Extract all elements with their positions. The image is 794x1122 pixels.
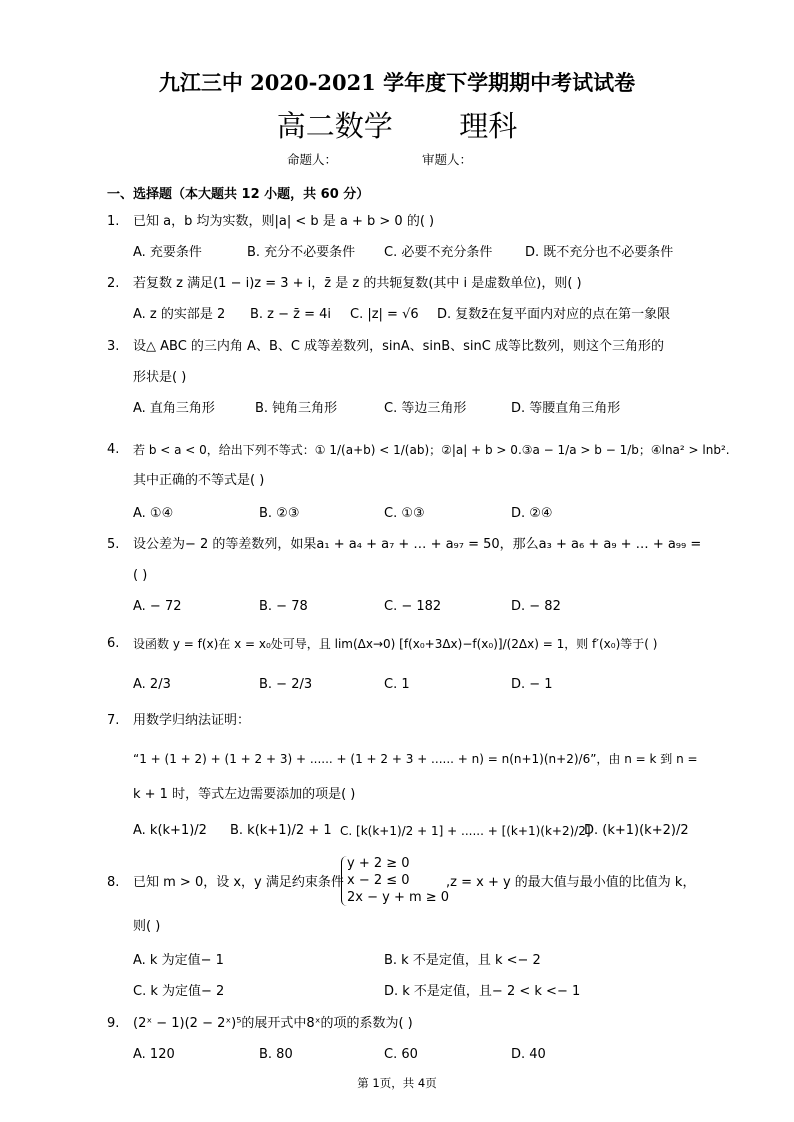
page-footer: 第 1页，共 4页 (357, 1076, 437, 1090)
question-text: 设△ ABC 的三内角 A、B、C 成等差数列，sinA、sinB、sinC 成等比数列，则这个三角形的 (133, 339, 664, 354)
option-b: B. 钝角三角形 (255, 401, 338, 416)
question-number: 8. (107, 875, 120, 890)
option-b: B. k(k+1)/2 + 1 (230, 823, 332, 838)
option-a: A. 2/3 (133, 677, 171, 692)
option-d: D. (k+1)(k+2)/2 (584, 823, 689, 838)
question-text: ,z = x + y 的最大值与最小值的比值为 k， (446, 875, 696, 890)
question-text: 已知 a，b 均为实数，则|a| < b 是 a + b > 0 的( ) (133, 214, 435, 229)
question-text: 则( ) (133, 919, 161, 934)
option-a: A. k 为定值− 1 (133, 953, 224, 968)
constraint-line: 2x − y + m ≥ 0 (347, 890, 450, 905)
subject-label: 高二数学 (276, 109, 393, 143)
exam-title: 九江三中 2020-2021 学年度下学期期中考试试卷 (158, 70, 636, 95)
constraint-line: x − 2 ≤ 0 (347, 873, 410, 888)
question-text: ( ) (133, 568, 148, 583)
option-a: A. 直角三角形 (133, 401, 215, 416)
option-c: C. |z| = √6 (350, 307, 419, 322)
option-b: B. k 不是定值，且 k <− 2 (384, 953, 541, 968)
option-b: B. − 2/3 (259, 677, 313, 692)
option-c: C. 1 (384, 677, 410, 692)
section-title: 一、选择题（本大题共 12 小题，共 60 分） (107, 187, 370, 202)
option-b: B. 充分不必要条件 (247, 245, 356, 260)
question-number: 7. (107, 713, 120, 728)
question-text: 形状是( ) (133, 370, 187, 385)
question-number: 4. (107, 442, 120, 457)
question-text: 若 b < a < 0，给出下列不等式：① 1/(a+b) < 1/(ab)；②|a| + b > 0.③a − 1/a > b − 1/b；④lna² > lnb². (133, 443, 730, 457)
question-text: “1 + (1 + 2) + (1 + 2 + 3) + ...... + (1 + 2 + 3 + ...... + n) = n(n+1)(n+2)/6”，由 n = k 到 n = (133, 752, 698, 766)
option-b: B. − 78 (259, 599, 308, 614)
option-d: D. k 不是定值，且− 2 < k <− 1 (384, 984, 581, 999)
option-a: A. 120 (133, 1047, 175, 1062)
option-a: A. ①④ (133, 506, 174, 521)
option-d: D. − 1 (511, 677, 553, 692)
option-d: D. 既不充分也不必要条件 (525, 245, 674, 260)
option-d: D. 等腰直角三角形 (511, 401, 621, 416)
option-b: B. 80 (259, 1047, 293, 1062)
option-c: C. k 为定值− 2 (133, 984, 225, 999)
question-text: k + 1 时，等式左边需要添加的项是( ) (133, 787, 356, 802)
question-number: 6. (107, 636, 120, 651)
option-c: C. − 182 (384, 599, 442, 614)
question-text: 其中正确的不等式是( ) (133, 473, 265, 488)
option-a: A. z 的实部是 2 (133, 307, 226, 322)
option-b: B. ②③ (259, 506, 300, 521)
reviewer-label: 审题人： (422, 152, 473, 167)
question-number: 3. (107, 339, 120, 354)
question-text: 用数学归纳法证明： (133, 713, 251, 728)
option-d: D. 复数z̄在复平面内对应的点在第一象限 (437, 307, 671, 322)
question-number: 5. (107, 537, 120, 552)
option-c: C. 等边三角形 (384, 401, 467, 416)
option-d: D. ②④ (511, 506, 553, 521)
question-number: 1. (107, 214, 120, 229)
constraint-line: y + 2 ≥ 0 (347, 856, 410, 871)
option-b: B. z − z̄ = 4i (250, 307, 332, 322)
question-text: 设公差为− 2 的等差数列，如果a₁ + a₄ + a₇ + … + a₉₇ = 50，那么a₃ + a₆ + a₉ + … + a₉₉ = (133, 537, 702, 552)
setter-label: 命题人： (287, 152, 338, 167)
option-d: D. 40 (511, 1047, 546, 1062)
option-a: A. − 72 (133, 599, 182, 614)
option-c: C. ①③ (384, 506, 425, 521)
question-text: 若复数 z 满足(1 − i)z = 3 + i，z̄ 是 z 的共轭复数(其中 i 是虚数单位)，则( ) (133, 276, 582, 291)
option-c: C. 必要不充分条件 (384, 245, 493, 260)
question-text: 设函数 y = f(x)在 x = x₀处可导，且 lim(Δx→0) [f(x₀+3Δx)−f(x₀)]/(2Δx) = 1，则 f′(x₀)等于( ) (133, 637, 658, 651)
exam-subtitle (0, 104, 794, 145)
question-text: 已知 m > 0，设 x，y 满足约束条件 (133, 875, 344, 890)
option-a: A. k(k+1)/2 (133, 823, 207, 838)
option-a: A. 充要条件 (133, 245, 202, 260)
track-label: 理科 (459, 109, 518, 143)
question-text: (2ˣ − 1)(2 − 2ˣ)⁵的展开式中8ˣ的项的系数为( ) (133, 1016, 413, 1031)
question-number: 9. (107, 1016, 120, 1031)
question-number: 2. (107, 276, 120, 291)
option-d: D. − 82 (511, 599, 561, 614)
option-c: C. [k(k+1)/2 + 1] + ...... + [(k+1)(k+2)/2] (340, 824, 591, 838)
option-c: C. 60 (384, 1047, 418, 1062)
